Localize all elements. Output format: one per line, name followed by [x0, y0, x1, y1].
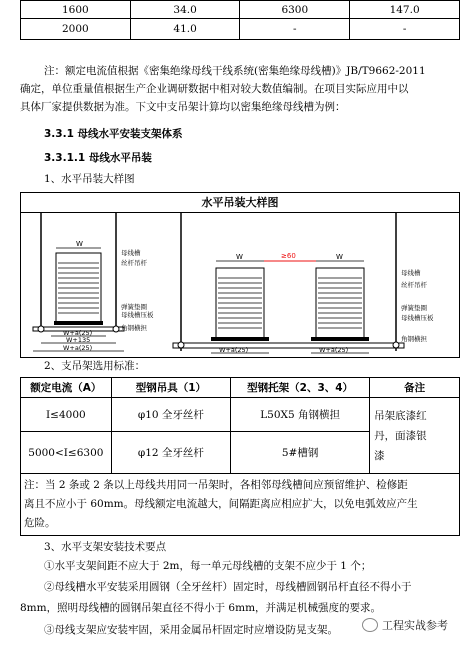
svg-text:W: W: [236, 253, 243, 261]
dim-label: W: [76, 240, 83, 248]
svg-text:角钢横担: 角钢横担: [121, 324, 147, 332]
wechat-icon: [362, 618, 378, 632]
top-table-cell: -: [350, 19, 460, 40]
subsection-heading: 3.3.1.1 母线水平吊装: [44, 152, 152, 164]
item-heading: 1、水平吊装大样图: [44, 173, 135, 185]
table-cell: I≤4000: [21, 398, 112, 432]
item-heading: 2、支吊架选用标准：: [44, 360, 146, 372]
top-table-cell: -: [240, 19, 350, 40]
right-hanger-diagram: [173, 213, 434, 354]
svg-text:丝杆吊杆: 丝杆吊杆: [401, 281, 427, 289]
svg-text:角钢横担: 角钢横担: [401, 335, 427, 343]
table-cell: L50X5 角钢横担: [231, 398, 370, 432]
left-hanger-diagram: [33, 213, 154, 352]
gap-dimension: ≥60: [281, 252, 296, 260]
svg-text:弹簧垫圈: 弹簧垫圈: [121, 303, 147, 311]
standards-table: [20, 377, 460, 536]
svg-text:弹簧垫圈: 弹簧垫圈: [401, 304, 427, 312]
point-text: ①水平支架间距不应大于 2m，每一单元母线槽的支架不应少于 1 个；: [44, 560, 372, 572]
item-heading: 3、水平支架安装技术要点: [44, 541, 167, 553]
point-text: ②母线槽水平安装采用圆钢（全牙丝杆）固定时，母线槽圆钢吊杆直径不得小于: [44, 581, 412, 593]
svg-text:W+a(25): W+a(25): [219, 346, 249, 354]
table-cell: 5#槽钢: [231, 432, 370, 474]
note-line: 注：额定电流值根据《密集绝缘母线干线系统(密集绝缘母线槽)》JB/T9662-2011: [44, 65, 426, 77]
table-header: 型钢吊具（1）: [111, 378, 230, 398]
point-text: ③母线支架应安装牢固，采用金属吊杆固定时应增设防晃支架。: [44, 624, 338, 636]
note-line: 具体厂家提供数据为准。下文中支吊架计算均以密集绝缘母线槽为例：: [20, 101, 346, 113]
svg-text:W+135: W+135: [66, 336, 91, 344]
table-cell: φ12 全牙丝杆: [111, 432, 230, 474]
table-cell: 5000<I≤6300: [21, 432, 112, 474]
remark-cell: 吊架底漆红 丹，面漆银 漆: [370, 398, 460, 474]
top-table-cell: 2000: [21, 19, 131, 40]
table-note: 注：当 2 条或 2 条以上母线共用同一吊架时，各相邻母线槽间应预留维护、检修距 离且不应小于 60mm。母线额定电流越大，间隔距离应相应扩大，以免电弧效应产生 危险。: [21, 474, 460, 536]
svg-text:W+a(25): W+a(25): [319, 346, 349, 354]
svg-text:母线槽压板: 母线槽压板: [121, 311, 154, 319]
top-table-cell: 6300: [240, 1, 350, 19]
watermark: 工程实战参考: [362, 617, 448, 633]
svg-text:W+a(25): W+a(25): [63, 344, 93, 352]
top-table-cell: 1600: [21, 1, 131, 19]
table-cell: φ10 全牙丝杆: [111, 398, 230, 432]
diagram-frame: [20, 192, 460, 358]
svg-text:母线槽: 母线槽: [401, 269, 421, 277]
diagram-title: 水平吊装大样图: [21, 193, 459, 213]
svg-text:母线槽: 母线槽: [121, 249, 141, 257]
svg-text:W: W: [336, 253, 343, 261]
top-table: [20, 0, 460, 40]
table-header: 备注: [370, 378, 460, 398]
svg-text:丝杆吊杆: 丝杆吊杆: [121, 259, 147, 267]
top-table-cell: 41.0: [130, 19, 240, 40]
note-line: 确定，单位重量值根据生产企业调研数据中相对较大数值编制。在项目实际应用中以: [20, 83, 409, 95]
svg-text:母线槽压板: 母线槽压板: [401, 314, 434, 322]
top-table-cell: 34.0: [130, 1, 240, 19]
table-header: 型钢托架（2、3、4）: [231, 378, 370, 398]
top-table-cell: 147.0: [350, 1, 460, 19]
point-text: 8mm，照明母线槽的圆钢吊架直径不得小于 6mm，并满足机械强度的要求。: [20, 602, 382, 614]
hanger-diagram-svg: [21, 213, 459, 357]
section-heading: 3.3.1 母线水平安装支架体系: [44, 128, 183, 140]
svg-text:W+a(25): W+a(25): [63, 329, 93, 337]
table-header: 额定电流（A）: [21, 378, 112, 398]
